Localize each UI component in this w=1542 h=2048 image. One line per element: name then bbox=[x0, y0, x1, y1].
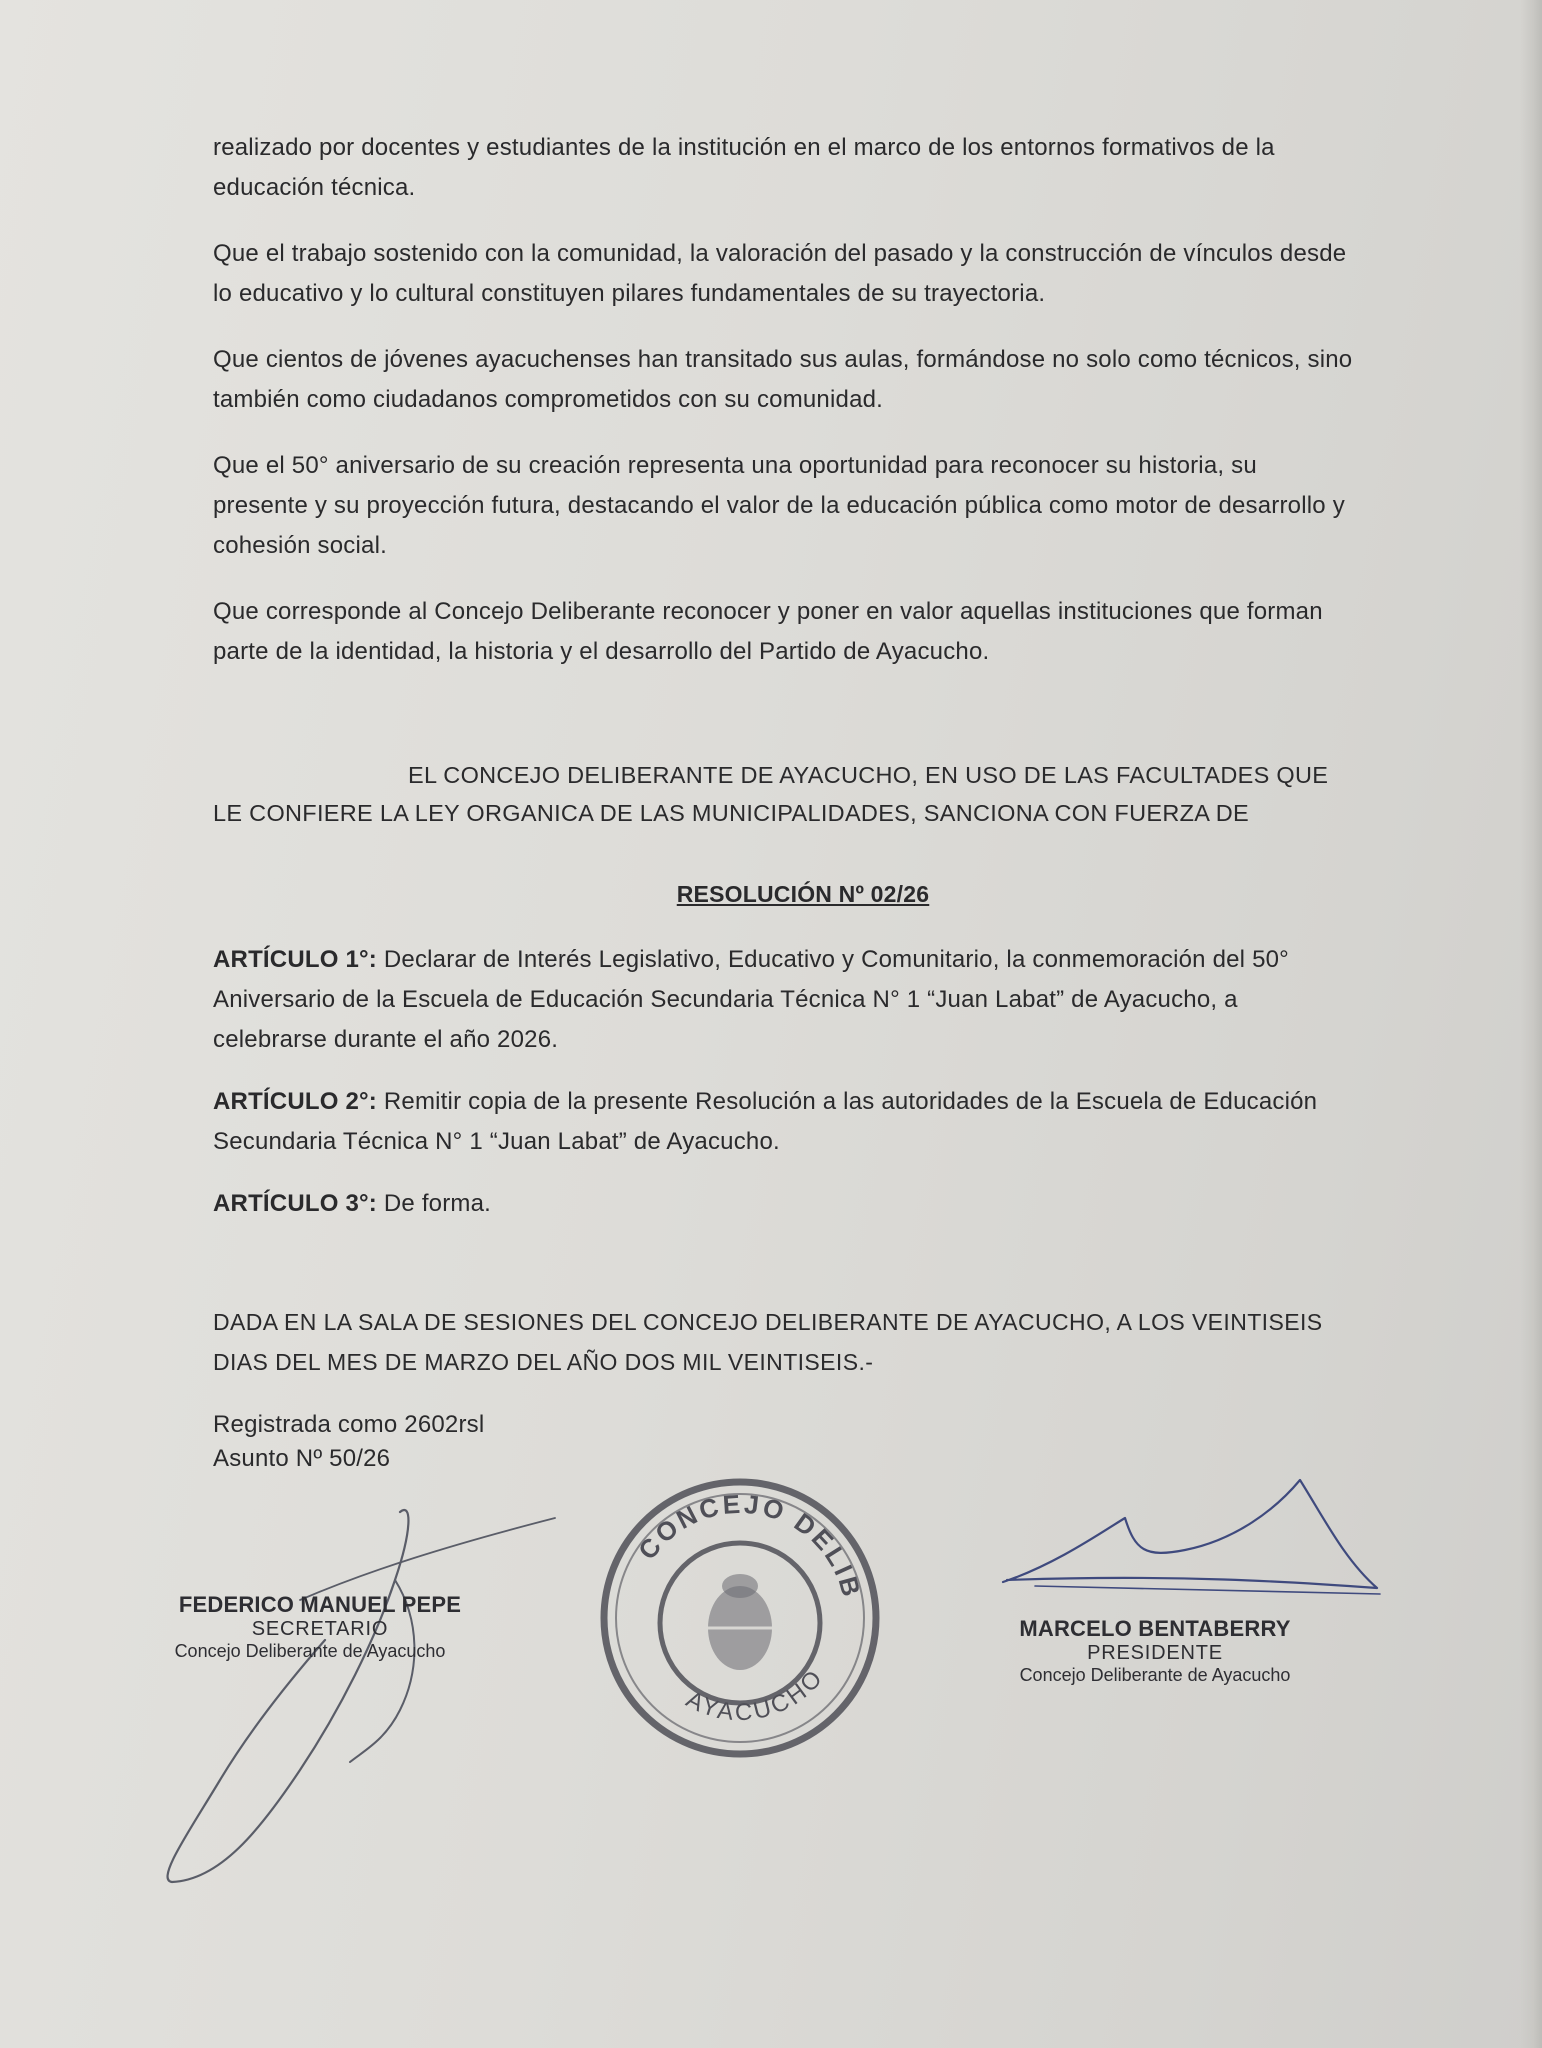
signatory-organization: Concejo Deliberante de Ayacucho bbox=[174, 1641, 446, 1661]
article-text: Declarar de Interés Legislativo, Educativo y Comunitario, la conmemoración del 50° Aniversario de la Escuela de Educación Secundaria Técnica N° 1 “Juan Labat” de Ayacucho, a celebrarse durante el año 2026. bbox=[213, 946, 1289, 1053]
seal-icon bbox=[590, 1468, 890, 1768]
resolution-title: RESOLUCIÓN Nº 02/26 bbox=[676, 881, 930, 907]
signatory-role: SECRETARIO bbox=[251, 1618, 389, 1640]
registration-number: Registrada como 2602rsl bbox=[213, 1411, 485, 1438]
signatory-president bbox=[985, 1616, 1325, 1686]
article-3 bbox=[213, 1184, 1353, 1224]
article-2 bbox=[213, 1082, 1353, 1162]
article-label: ARTÍCULO 3°: bbox=[213, 1190, 377, 1217]
closing-statement: DADA EN LA SALA DE SESIONES DEL CONCEJO DELIBERANTE DE AYACUCHO, A LOS VEINTISEIS DIAS DEL MES DE MARZO DEL AÑO DOS MIL VEINTISEIS.- bbox=[213, 1309, 1323, 1375]
article-label: ARTÍCULO 2°: bbox=[213, 1088, 377, 1115]
signatory-organization: Concejo Deliberante de Ayacucho bbox=[1019, 1665, 1291, 1685]
whereas-paragraph: Que el 50° aniversario de su creación representa una oportunidad para reconocer su historia, su presente y su proyección futura, destacando el valor de la educación pública como motor de desarrollo y cohesión social. bbox=[213, 452, 1345, 559]
signature-right-icon bbox=[995, 1470, 1395, 1610]
svg-text:CONCEJO DELIB: CONCEJO DELIB bbox=[632, 1488, 868, 1603]
whereas-paragraph: Que el trabajo sostenido con la comunidad, la valoración del pasado y la construcción de vínculos desde lo educativo y lo cultural constituyen pilares fundamentales de su trayectoria. bbox=[213, 240, 1347, 307]
whereas-paragraph: realizado por docentes y estudiantes de la institución en el marco de los entornos formativos de la educación técnica. bbox=[213, 134, 1275, 201]
article-text: De forma. bbox=[377, 1190, 492, 1217]
page-edge-shadow bbox=[1520, 0, 1542, 2048]
whereas-paragraph: Que corresponde al Concejo Deliberante reconocer y poner en valor aquellas instituciones que forman parte de la identidad, la historia y el desarrollo del Partido de Ayacucho. bbox=[213, 598, 1323, 665]
signatory-secretary bbox=[160, 1592, 480, 1662]
article-label: ARTÍCULO 1°: bbox=[213, 946, 377, 973]
article-1 bbox=[213, 940, 1353, 1060]
signature-left-icon bbox=[150, 1500, 570, 1900]
enacting-heading: EL CONCEJO DELIBERANTE DE AYACUCHO, EN USO DE LAS FACULTADES QUE LE CONFIERE LA LEY ORGANICA DE LAS MUNICIPALIDADES, SANCIONA CON FUERZA DE bbox=[213, 762, 1329, 826]
signatory-name: FEDERICO MANUEL PEPE bbox=[178, 1592, 462, 1617]
whereas-paragraph: Que cientos de jóvenes ayacuchenses han transitado sus aulas, formándose no solo como técnicos, sino también como ciudadanos comprometidos con su comunidad. bbox=[213, 346, 1353, 413]
signatory-role: PRESIDENTE bbox=[1087, 1642, 1223, 1664]
signatory-name: MARCELO BENTABERRY bbox=[1019, 1616, 1291, 1641]
subject-number: Asunto Nº 50/26 bbox=[213, 1445, 391, 1472]
document-body bbox=[213, 128, 1353, 1476]
official-seal bbox=[590, 1468, 890, 1768]
article-text: Remitir copia de la presente Resolución a las autoridades de la Escuela de Educación Secundaria Técnica N° 1 “Juan Labat” de Ayacucho. bbox=[213, 1088, 1318, 1155]
svg-text:AYACUCHO: AYACUCHO bbox=[681, 1663, 830, 1727]
